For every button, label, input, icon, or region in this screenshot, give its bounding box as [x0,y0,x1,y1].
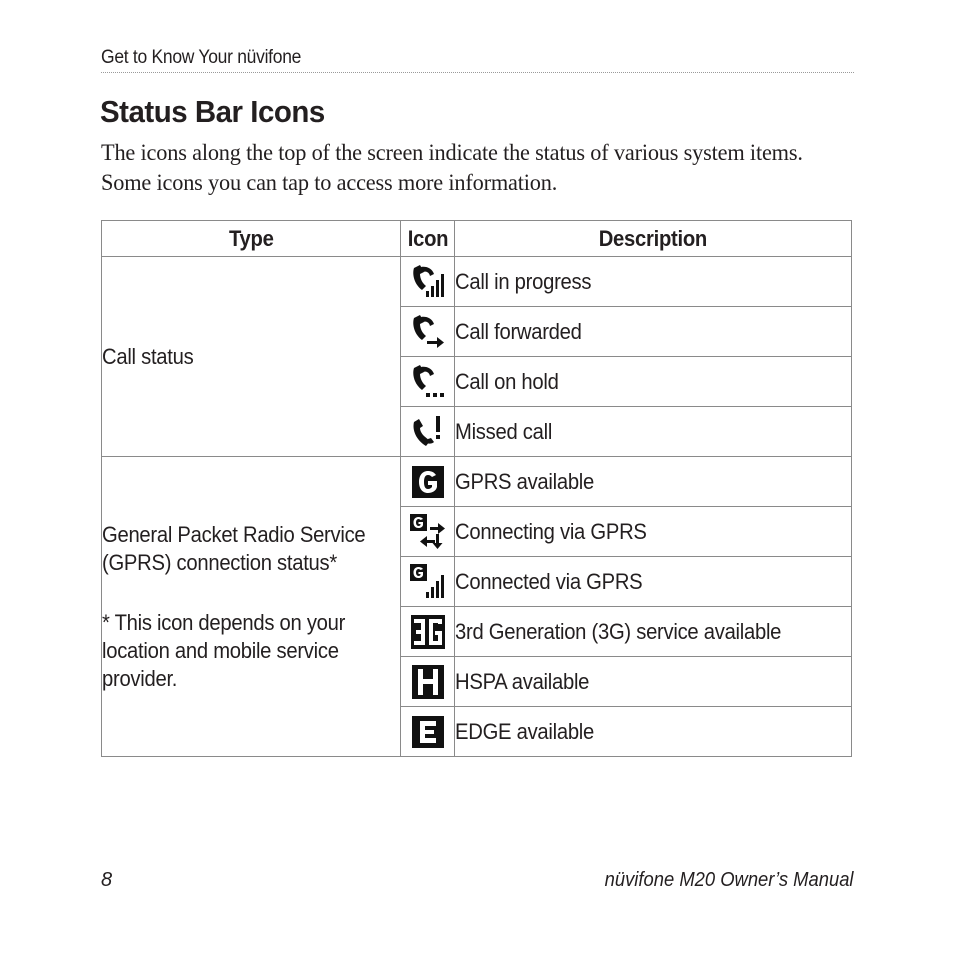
icon-cell [401,407,455,457]
description-cell: 3rd Generation (3G) service available [455,607,852,657]
description-cell: Call in progress [455,257,852,307]
type-column-header: Type [102,221,401,257]
type-cell-call-status [102,257,401,457]
call-on-hold-icon [410,364,446,400]
icon-cell [401,507,455,557]
type-cell-gprs-status [102,457,401,757]
description-cell: Call forwarded [455,307,852,357]
table-header-row [102,221,852,257]
manual-title: nüvifone M20 Owner’s Manual [605,869,854,891]
description-cell: Missed call [455,407,852,457]
table-row [102,457,852,507]
type-label: General Packet Radio Service [102,521,366,547]
icon-cell [401,607,455,657]
page-number: 8 [101,869,113,891]
type-note: * This icon depends on your [102,609,346,635]
type-label: Call status [102,343,194,369]
status-icons-table [101,220,852,757]
intro-paragraph: The icons along the top of the screen indicate the status of various system items. Some icons you can tap to access more information. [101,140,803,196]
header-divider [101,72,854,73]
description-cell: EDGE available [455,707,852,757]
call-in-progress-icon [410,264,446,300]
type-label: (GPRS) connection status* [102,549,337,575]
description-cell: Connecting via GPRS [455,507,852,557]
description-cell: HSPA available [455,657,852,707]
icon-cell [401,307,455,357]
gprs-available-icon [412,466,444,498]
connecting-gprs-icon [410,514,446,550]
page-title: Status Bar Icons [100,94,325,129]
type-note: location and mobile service [102,637,339,663]
type-note: provider. [102,665,178,691]
description-cell: GPRS available [455,457,852,507]
icon-cell [401,457,455,507]
table-row [102,257,852,307]
description-cell: Connected via GPRS [455,557,852,607]
edge-available-icon [412,716,444,748]
icon-cell [401,557,455,607]
description-column-header: Description [455,221,852,257]
hspa-available-icon [412,665,444,699]
connected-gprs-icon [410,564,446,600]
icon-cell [401,707,455,757]
icon-cell [401,657,455,707]
3g-service-icon [411,615,445,649]
icon-cell [401,257,455,307]
icon-column-header: Icon [401,221,455,257]
running-header: Get to Know Your nüvifone [101,47,302,68]
description-cell: Call on hold [455,357,852,407]
missed-call-icon [410,414,446,450]
icon-cell [401,357,455,407]
call-forwarded-icon [410,314,446,350]
